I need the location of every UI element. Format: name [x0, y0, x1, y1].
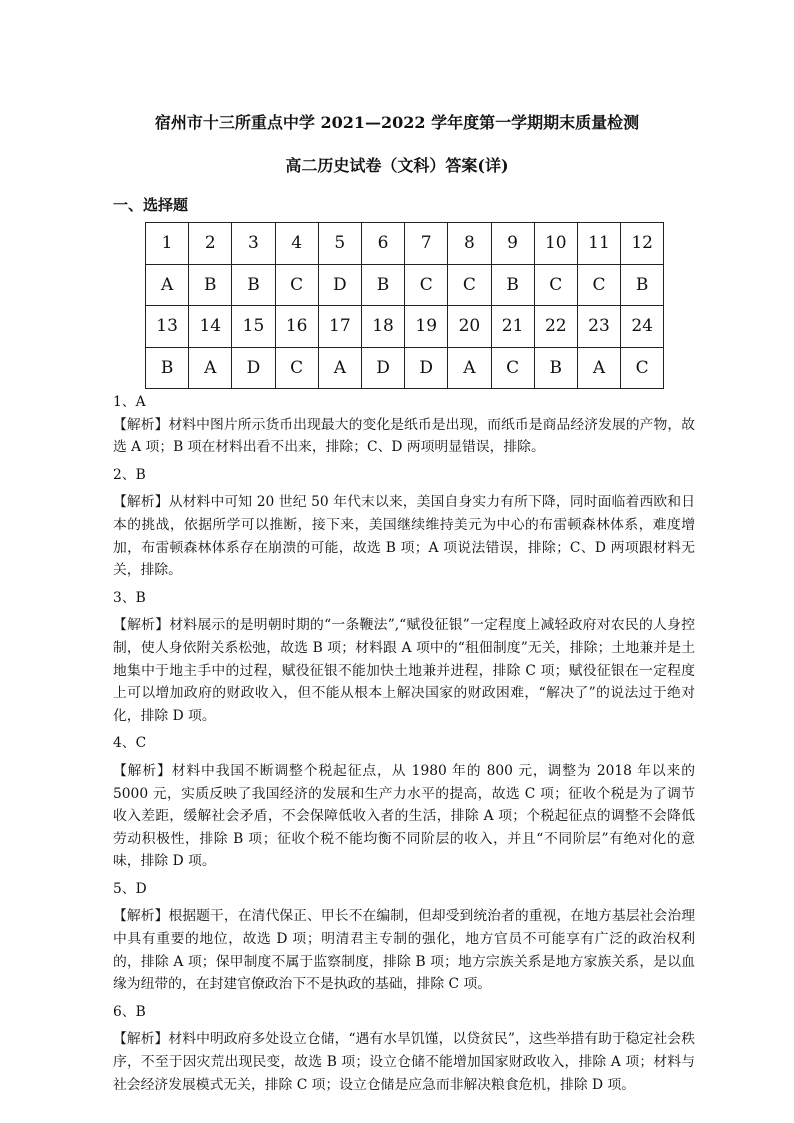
table-cell: 8 — [448, 223, 491, 265]
table-cell: A — [448, 347, 491, 389]
answer-number: 6、B — [113, 1003, 146, 1020]
table-cell: B — [189, 264, 232, 306]
table-cell: B — [621, 264, 664, 306]
explanation-text: 材料中图片所示货币出现最大的变化是纸币是出现，而纸币是商品经济发展的产物，故选 A 项；B 项在材料出看不出来，排除；C、D 两项明显错误，排除。 — [113, 416, 696, 456]
table-cell: A — [189, 347, 232, 389]
table-cell: A — [577, 347, 620, 389]
table-cell: 7 — [405, 223, 448, 265]
explanation-list — [113, 391, 695, 1096]
explanation-text: 材料中明政府多处设立仓储，“遇有水旱饥馑，以贷贫民”，这些举措有助于稳定社会秩序，不至于因灾荒出现民变，故选 B 项；设立仓储不能增加国家财政收入，排除 A 项；材料与社会经济发展模式无关，排除 C 项；设立仓储是应急而非解决粮食危机，排除 D 项。 — [113, 1031, 696, 1093]
analysis-label: 【解析】 — [113, 617, 170, 634]
answer-number: 4、C — [113, 735, 147, 752]
table-cell: 24 — [621, 306, 664, 348]
table-cell: 20 — [448, 306, 491, 348]
table-cell: 16 — [275, 306, 318, 348]
table-cell: 5 — [318, 223, 361, 265]
answer-number: 3、B — [113, 589, 146, 606]
table-cell: B — [146, 347, 189, 389]
explanation-paragraph — [113, 905, 695, 995]
table-cell: 4 — [275, 223, 318, 265]
table-cell: 6 — [361, 223, 404, 265]
analysis-label: 【解析】 — [113, 762, 172, 779]
explanation-text: 从材料中可知 20 世纪 50 年代末以来，美国自身实力有所下降，同时面临着西欧和日本的挑战，依据所学可以推断，接下来，美国继续维持美元为中心的布雷顿森林体系，难度增加，布雷顿森林体系存在崩溃的可能，故选 B 项；A 项说法错误，排除；C、D 两项跟材料无关，排除。 — [113, 494, 696, 579]
explanation-paragraph — [113, 614, 695, 727]
table-cell: D — [361, 347, 404, 389]
table-cell: 21 — [491, 306, 534, 348]
table-cell: 13 — [146, 306, 189, 348]
answer-number: 2、B — [113, 466, 146, 483]
table-cell: 11 — [577, 223, 620, 265]
table-cell: B — [232, 264, 275, 306]
analysis-label: 【解析】 — [113, 908, 169, 925]
answer-number: 1、A — [113, 394, 146, 410]
table-cell: C — [405, 264, 448, 306]
table-cell: 18 — [361, 306, 404, 348]
explanation-paragraph — [113, 414, 695, 459]
table-cell: A — [318, 347, 361, 389]
table-cell: 22 — [534, 306, 577, 348]
table-cell: 15 — [232, 306, 275, 348]
table-cell: 19 — [405, 306, 448, 348]
table-cell: C — [275, 264, 318, 306]
section-heading: 一、选择题 — [113, 196, 189, 214]
table-cell: 23 — [577, 306, 620, 348]
answer-row — [146, 347, 664, 389]
table-cell: C — [448, 264, 491, 306]
exam-title: 宿州市十三所重点中学 2021—2022 学年度第一学期期末质量检测 — [154, 113, 640, 132]
question-number-row — [146, 306, 664, 348]
table-cell: D — [318, 264, 361, 306]
table-cell: B — [361, 264, 404, 306]
table-cell: B — [491, 264, 534, 306]
explanation-text: 材料中我国不断调整个税起征点，从 1980 年的 800 元，调整为 2018 年以来的 5000 元，实质反映了我国经济的发展和生产力水平的提高，故选 C 项；征收个税是为了调节收入差距，缓解社会矛盾，不会保障低收入者的生活，排除 A 项；个税起征点的调整不会降低劳动积极性，排除 B 项；征收个税不能均衡不同阶层的收入，并且“不同阶层”有绝对化的意味，排除 D 项。 — [113, 762, 696, 870]
table-cell: C — [534, 264, 577, 306]
explanation-paragraph — [113, 491, 695, 581]
table-cell: C — [491, 347, 534, 389]
table-cell: D — [405, 347, 448, 389]
table-cell: 9 — [491, 223, 534, 265]
question-number-row — [146, 223, 664, 265]
table-cell: 17 — [318, 306, 361, 348]
analysis-label: 【解析】 — [113, 1031, 169, 1048]
table-cell: D — [232, 347, 275, 389]
answer-number: 5、D — [113, 880, 147, 897]
explanation-paragraph — [113, 760, 695, 873]
table-cell: 2 — [189, 223, 232, 265]
explanation-paragraph — [113, 1028, 695, 1096]
table-cell: 12 — [621, 223, 664, 265]
answer-table — [145, 222, 664, 389]
exam-subtitle: 高二历史试卷（文科）答案(详) — [285, 156, 509, 175]
analysis-label: 【解析】 — [113, 494, 169, 511]
analysis-label: 【解析】 — [113, 416, 169, 433]
explanation-text: 材料展示的是明朝时期的“一条鞭法”,“赋役征银”一定程度上减轻政府对农民的人身控制，使人身依附关系松弛，故选 B 项；材料跟 A 项中的“租佃制度”无关，排除；土地兼并是土地集中于地主手中的过程，赋役征银不能加快土地兼并进程，排除 C 项；赋役征银在一定程度上可以增加政府的财政收入，但不能从根本上解决国家的财政困难，“解决了”的说法过于绝对化，排除 D 项。 — [113, 617, 695, 724]
explanation-text: 根据题干，在清代保正、甲长不在编制，但却受到统治者的重视，在地方基层社会治理中具有重要的地位，故选 D 项；明清君主专制的强化，地方官员不可能享有广泛的政治权利的，排除 A 项；保甲制度不属于监察制度，排除 B 项；地方宗族关系是地方家族关系，是以血缘为纽带的，在封建官僚政治下不是执政的基础，排除 C 项。 — [113, 908, 696, 993]
table-cell: B — [534, 347, 577, 389]
table-cell: C — [621, 347, 664, 389]
table-cell: 1 — [146, 223, 189, 265]
table-cell: C — [577, 264, 620, 306]
answer-row — [146, 264, 664, 306]
table-cell: A — [146, 264, 189, 306]
table-cell: 14 — [189, 306, 232, 348]
table-cell: 3 — [232, 223, 275, 265]
table-cell: C — [275, 347, 318, 389]
table-cell: 10 — [534, 223, 577, 265]
